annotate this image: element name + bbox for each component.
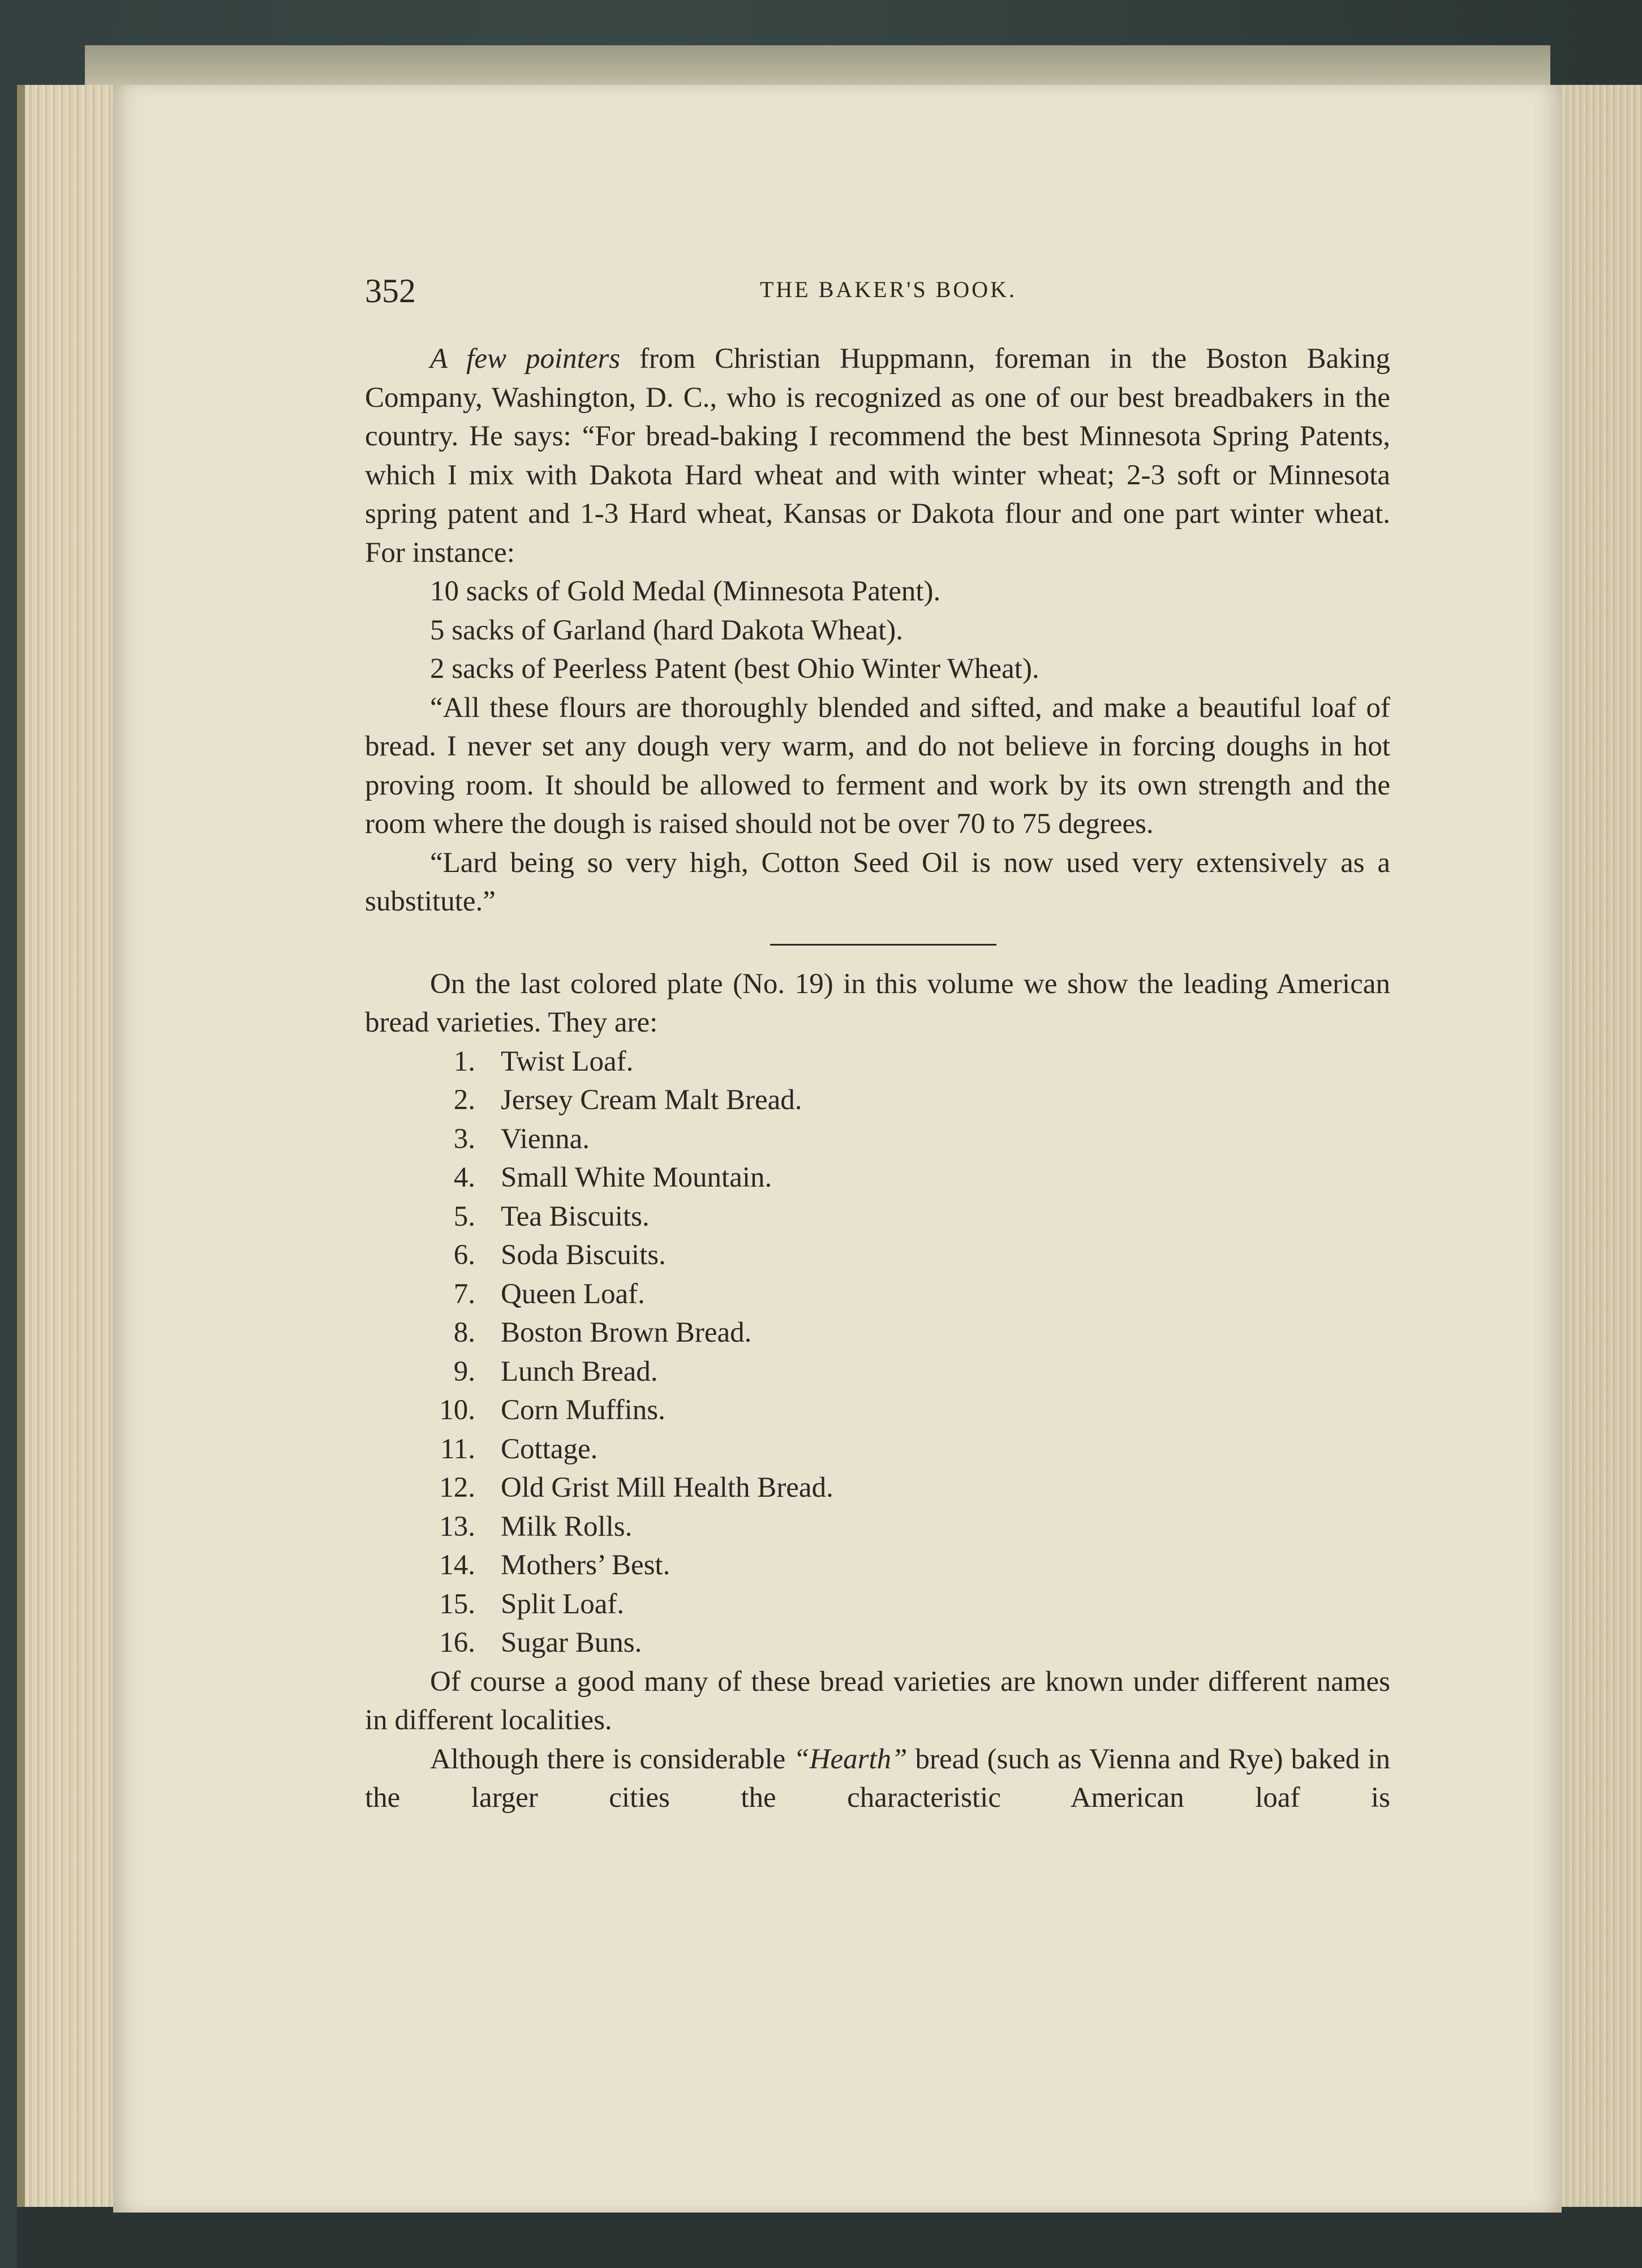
list-number: 9. bbox=[453, 1355, 475, 1388]
list-number: 1. bbox=[453, 1045, 475, 1077]
intro-paragraph bbox=[365, 340, 1390, 572]
list-label: Vienna. bbox=[501, 1123, 590, 1155]
intro-text: from Christian Huppmann, foreman in the Boston Baking Company, Washington, D. C., who is recognized as one of our best breadbakers in the country. He says: “For bread-baking I recommend the best Minnesota Spring Patents, which I mix with Dakota Hard wheat and with winter wheat; 2-3 soft or Minnesota spring patent and 1-3 Hard wheat, Kansas or Dakota flour and one part winter wheat. For instance: bbox=[365, 343, 1390, 569]
list-label: Jersey Cream Malt Bread. bbox=[501, 1084, 802, 1116]
list-item bbox=[365, 1546, 1390, 1585]
list-label: Tea Biscuits. bbox=[501, 1200, 650, 1232]
bread-varieties-list bbox=[365, 1042, 1390, 1663]
running-head: THE BAKER'S BOOK. bbox=[759, 277, 1017, 302]
list-number: 16. bbox=[439, 1627, 475, 1659]
list-number: 6. bbox=[453, 1239, 475, 1271]
flour-mix-item: 2 sacks of Peerless Patent (best Ohio Winter Wheat). bbox=[430, 653, 1039, 685]
blend-paragraph: “All these flours are thoroughly blended and sifted, and make a beautiful loaf of bread. I never set any dough very warm, and do not believe in forcing doughs in hot proving room. It should be allowed to ferment and work by its own strength and the room where the dough is raised should not be over 70 to 75 degrees. bbox=[365, 691, 1390, 840]
page-number: 352 bbox=[365, 272, 416, 310]
list-item bbox=[365, 1197, 1390, 1236]
hearth-before: Although there is considerable bbox=[430, 1743, 794, 1775]
list-number: 7. bbox=[453, 1278, 475, 1310]
list-item bbox=[365, 1313, 1390, 1352]
section-divider bbox=[770, 944, 996, 946]
list-number: 12. bbox=[439, 1472, 475, 1504]
list-label: Boston Brown Bread. bbox=[501, 1317, 752, 1348]
list-label: Sugar Buns. bbox=[501, 1627, 642, 1659]
plate-paragraph: On the last colored plate (No. 19) in this volume we show the leading American bread varieties. They are: bbox=[365, 968, 1390, 1038]
bottom-cover-edge bbox=[17, 2207, 1642, 2268]
list-label: Milk Rolls. bbox=[501, 1510, 633, 1543]
list-number: 10. bbox=[439, 1394, 475, 1426]
flour-mix-item: 10 sacks of Gold Medal (Minnesota Patent). bbox=[430, 575, 941, 607]
list-item bbox=[365, 1081, 1390, 1120]
list-label: Old Grist Mill Health Bread. bbox=[501, 1472, 833, 1504]
list-label: Small White Mountain. bbox=[501, 1162, 772, 1193]
list-item bbox=[365, 1275, 1390, 1314]
list-number: 5. bbox=[453, 1200, 475, 1232]
list-number: 3. bbox=[453, 1123, 475, 1155]
flour-mix-item: 5 sacks of Garland (hard Dakota Wheat). bbox=[430, 614, 903, 646]
list-label: Cottage. bbox=[501, 1433, 598, 1465]
list-label: Mothers’ Best. bbox=[501, 1549, 670, 1581]
list-label: Queen Loaf. bbox=[501, 1278, 645, 1310]
hearth-paragraph bbox=[365, 1740, 1390, 1818]
list-item bbox=[365, 1507, 1390, 1547]
list-number: 14. bbox=[439, 1549, 475, 1581]
list-item bbox=[365, 1236, 1390, 1275]
list-item bbox=[365, 1158, 1390, 1197]
page-header bbox=[365, 272, 1378, 317]
list-item bbox=[365, 1430, 1390, 1469]
list-number: 4. bbox=[453, 1162, 475, 1193]
hearth-after: bread (such as Vienna and Rye) baked in the larger cities the characteristic American loaf is bbox=[365, 1743, 1391, 1814]
list-number: 2. bbox=[453, 1084, 475, 1116]
list-item bbox=[365, 1391, 1390, 1430]
list-number: 13. bbox=[439, 1510, 475, 1543]
hearth-italic: “Hearth” bbox=[793, 1743, 908, 1775]
list-number: 15. bbox=[439, 1588, 475, 1620]
list-item bbox=[365, 1042, 1390, 1081]
list-number: 11. bbox=[440, 1433, 475, 1465]
lard-paragraph: “Lard being so very high, Cotton Seed Oil is now used very extensively as a substitute.” bbox=[365, 847, 1390, 917]
list-label: Twist Loaf. bbox=[501, 1045, 634, 1077]
list-item bbox=[365, 1623, 1390, 1663]
intro-lead-italic: A few pointers bbox=[430, 343, 621, 375]
right-page-stack bbox=[1555, 85, 1642, 2230]
list-label: Lunch Bread. bbox=[501, 1355, 658, 1388]
list-label: Soda Biscuits. bbox=[501, 1239, 666, 1271]
list-label: Split Loaf. bbox=[501, 1588, 625, 1620]
page-body bbox=[365, 340, 1390, 1818]
names-paragraph: Of course a good many of these bread varieties are known under different names in different localities. bbox=[365, 1665, 1390, 1736]
list-item bbox=[365, 1585, 1390, 1624]
list-item bbox=[365, 1468, 1390, 1507]
list-item bbox=[365, 1120, 1390, 1159]
list-number: 8. bbox=[453, 1317, 475, 1348]
list-label: Corn Muffins. bbox=[501, 1394, 665, 1426]
list-item bbox=[365, 1352, 1390, 1391]
